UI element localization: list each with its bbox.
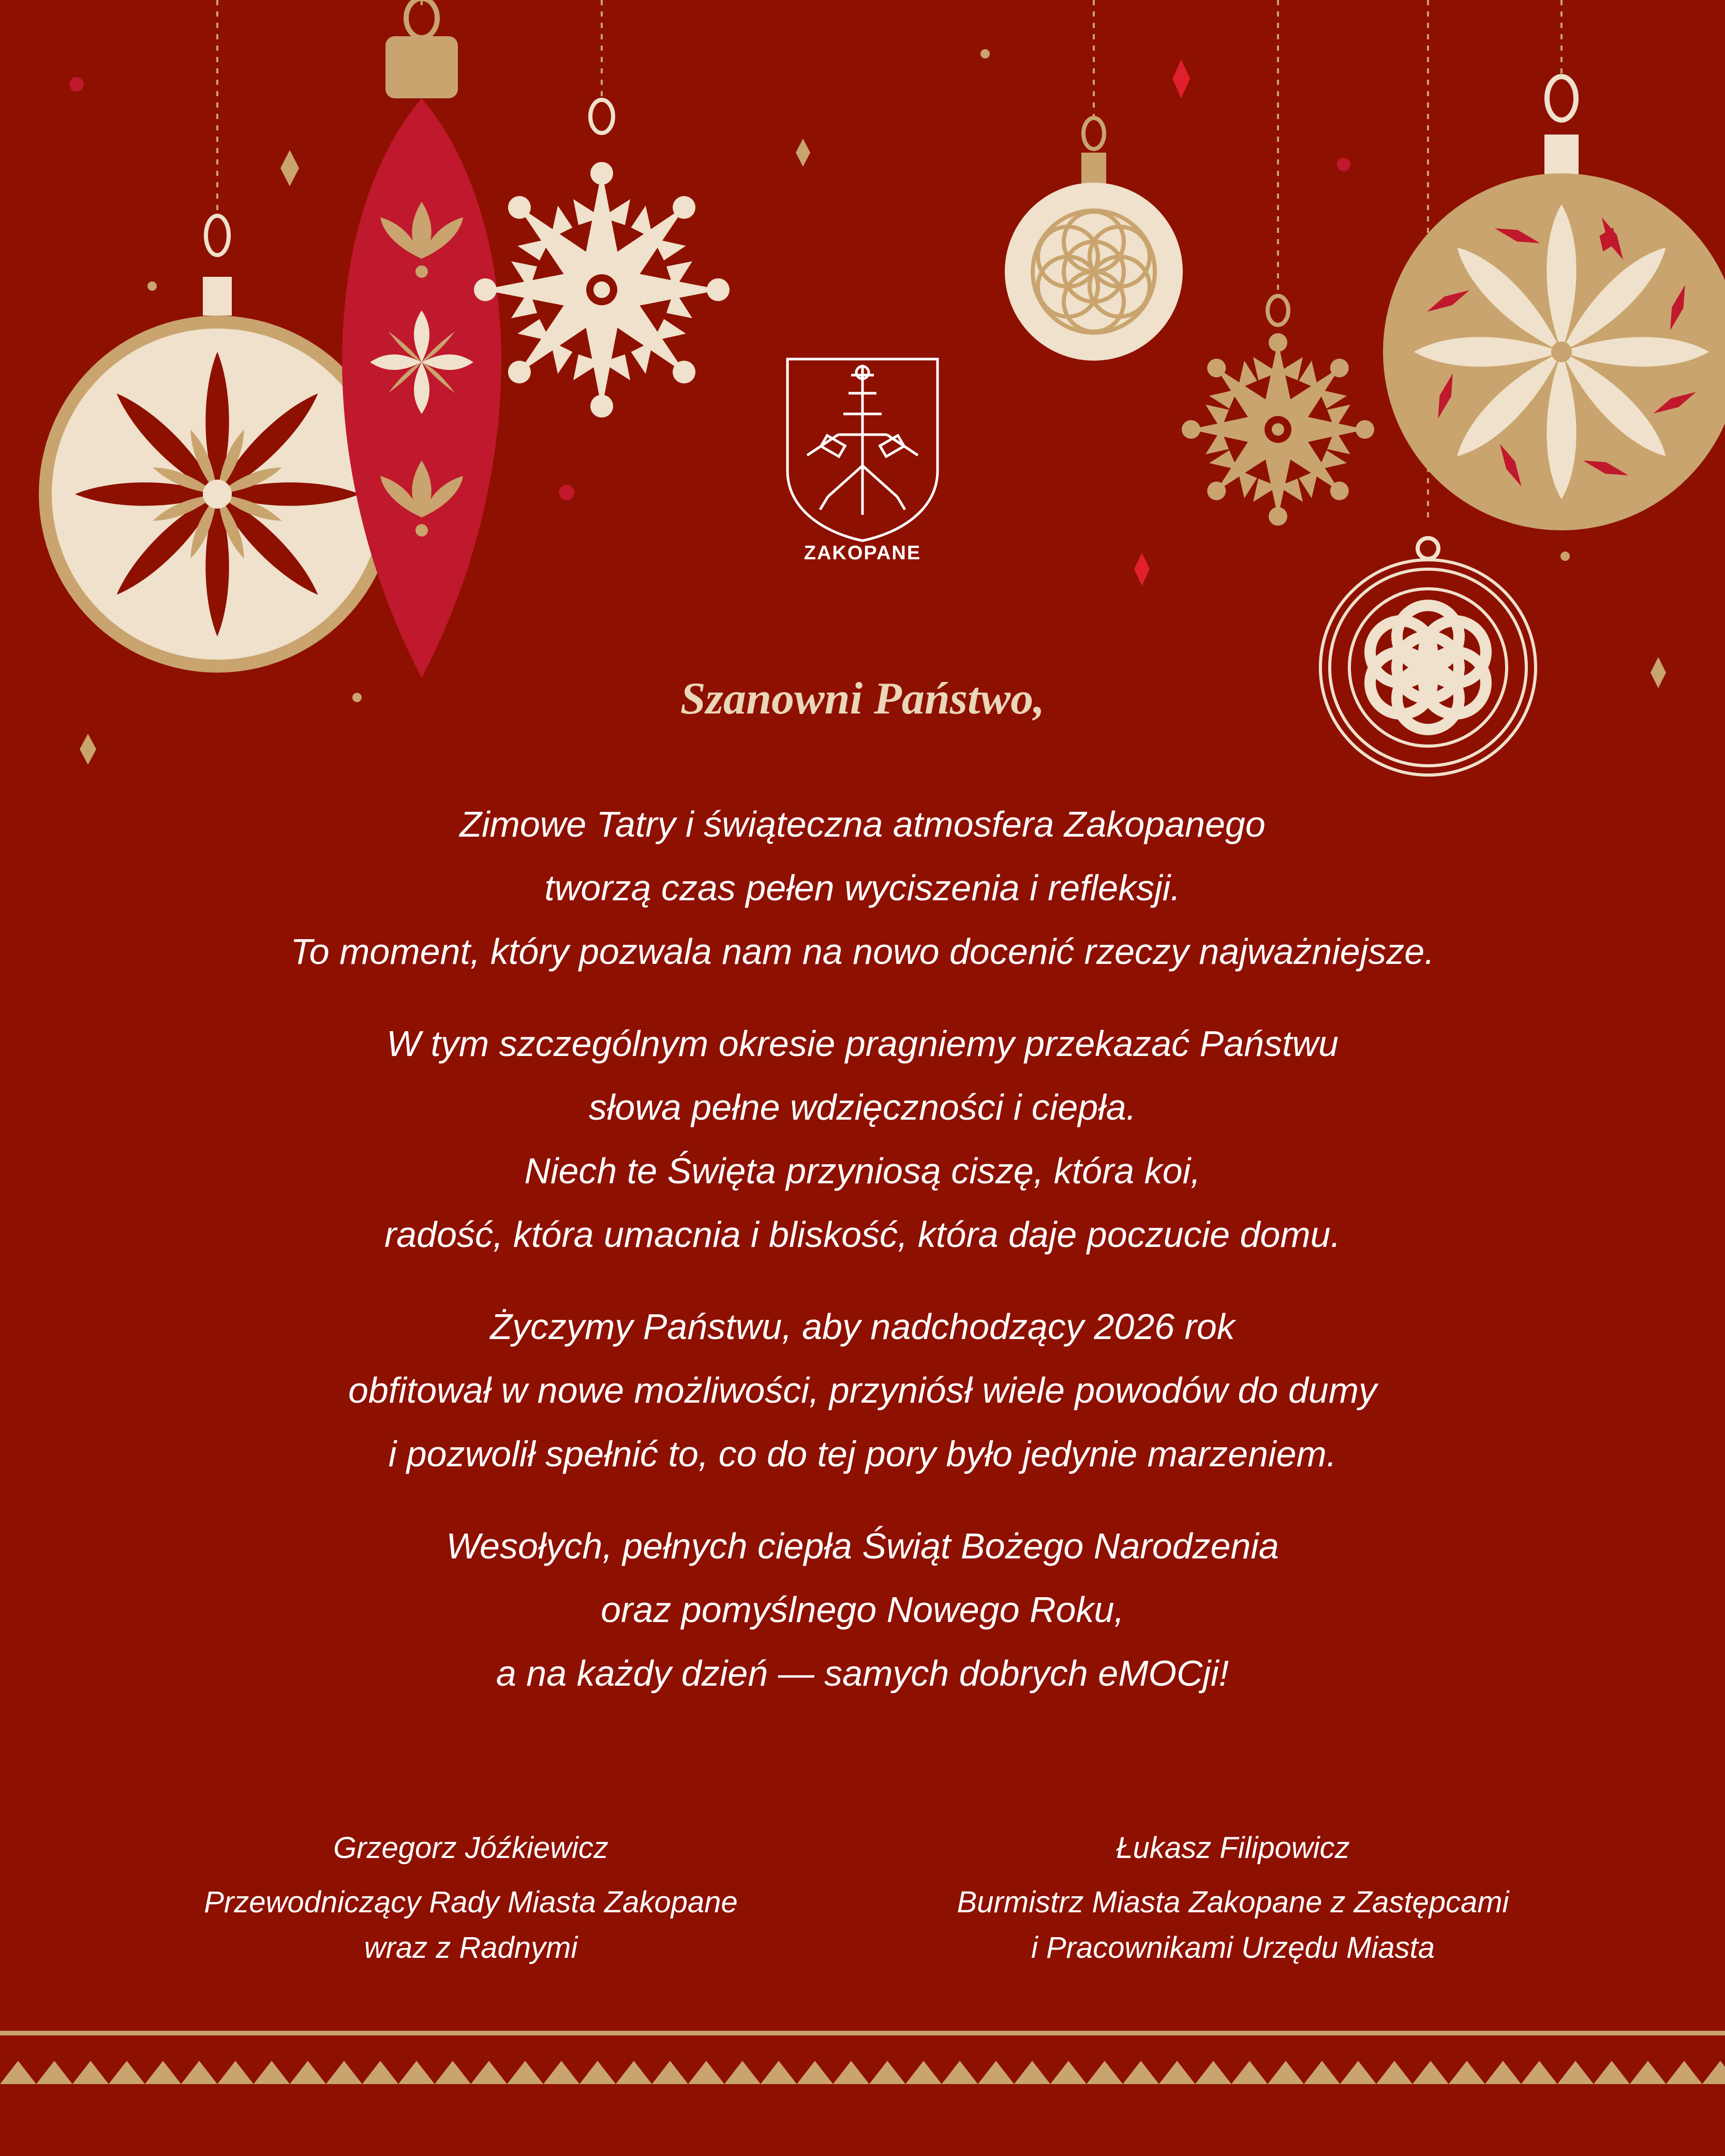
paragraph-line: oraz pomyślnego Nowego Roku,	[601, 1589, 1124, 1630]
paragraph-line: obfitował w nowe możliwości, przyniósł wiele powodów do dumy	[348, 1370, 1377, 1410]
paragraph-line: radość, która umacnia i bliskość, która daje poczucie domu.	[384, 1214, 1341, 1255]
sparkle-diamond	[280, 150, 299, 186]
signature-title: wraz z Radnymi	[364, 1931, 578, 1965]
large-gold-star-bauble-icon	[1383, 77, 1725, 530]
sparkle-dot	[69, 77, 84, 92]
signature-title: Przewodniczący Rady Miasta Zakopane	[204, 1885, 738, 1919]
paragraph	[103, 793, 1622, 984]
paragraph-line: Niech te Święta przyniosą ciszę, która koi,	[524, 1151, 1201, 1191]
greeting: Szanowni Państwo,	[680, 674, 1045, 724]
signature-right	[845, 1825, 1621, 1971]
paragraph	[103, 1012, 1622, 1267]
sparkle-dot	[1337, 158, 1350, 171]
paragraph-line: Życzymy Państwu, aby nadchodzący 2026 rok	[490, 1306, 1235, 1347]
sparkle-diamond	[1134, 553, 1150, 586]
flower-of-life-small-bauble-icon	[1005, 118, 1183, 361]
paragraph-line: Wesołych, pełnych ciepła Świąt Bożego Narodzenia	[446, 1526, 1279, 1566]
signature-name: Grzegorz Jóźkiewicz	[333, 1831, 608, 1865]
paragraph-line: i pozwolił spełnić to, co do tej pory było jedynie marzeniem.	[388, 1434, 1337, 1474]
sparkle-dot	[1560, 552, 1570, 561]
paragraph-line: W tym szczególnym okresie pragniemy przekazać Państwu	[386, 1023, 1339, 1064]
signature-name: Łukasz Filipowicz	[1116, 1831, 1350, 1865]
message-body	[103, 793, 1622, 1734]
paragraph	[103, 1514, 1622, 1705]
sparkle-diamond	[80, 734, 96, 765]
sparkle-dot	[980, 49, 990, 58]
signature-title: i Pracownikami Urzędu Miasta	[1031, 1931, 1435, 1965]
signature-title: Burmistrz Miasta Zakopane z Zastępcami	[957, 1885, 1509, 1919]
signature-left	[83, 1825, 859, 1971]
sparkle-dot	[147, 281, 157, 291]
paragraph-line: tworzą czas pełen wyciszenia i refleksji.	[544, 868, 1181, 908]
sparkle-diamond	[796, 139, 810, 167]
paragraph-line: To moment, który pozwala nam na nowo docenić rzeczy najważniejsze.	[290, 931, 1435, 972]
gold-snowflake-icon	[1182, 296, 1374, 526]
zakopane-coat-of-arms-icon	[787, 359, 938, 541]
flower-of-life-large-bauble-icon	[1320, 538, 1536, 775]
sparkle-diamond	[1172, 60, 1190, 98]
paragraph-line: a na każdy dzień — samych dobrych eMOCji!	[496, 1653, 1229, 1693]
paragraph-line: słowa pełne wdzięczności i ciepła.	[588, 1087, 1137, 1127]
bottom-border	[0, 2031, 1725, 2084]
zakopane-logo-text: ZAKOPANE	[804, 542, 921, 564]
cream-snowflake-icon	[474, 100, 730, 418]
paragraph-line: Zimowe Tatry i świąteczna atmosfera Zakopanego	[459, 804, 1266, 844]
sparkle-dot	[559, 485, 574, 500]
paragraph	[103, 1295, 1622, 1486]
round-bauble-left-icon	[39, 216, 396, 673]
